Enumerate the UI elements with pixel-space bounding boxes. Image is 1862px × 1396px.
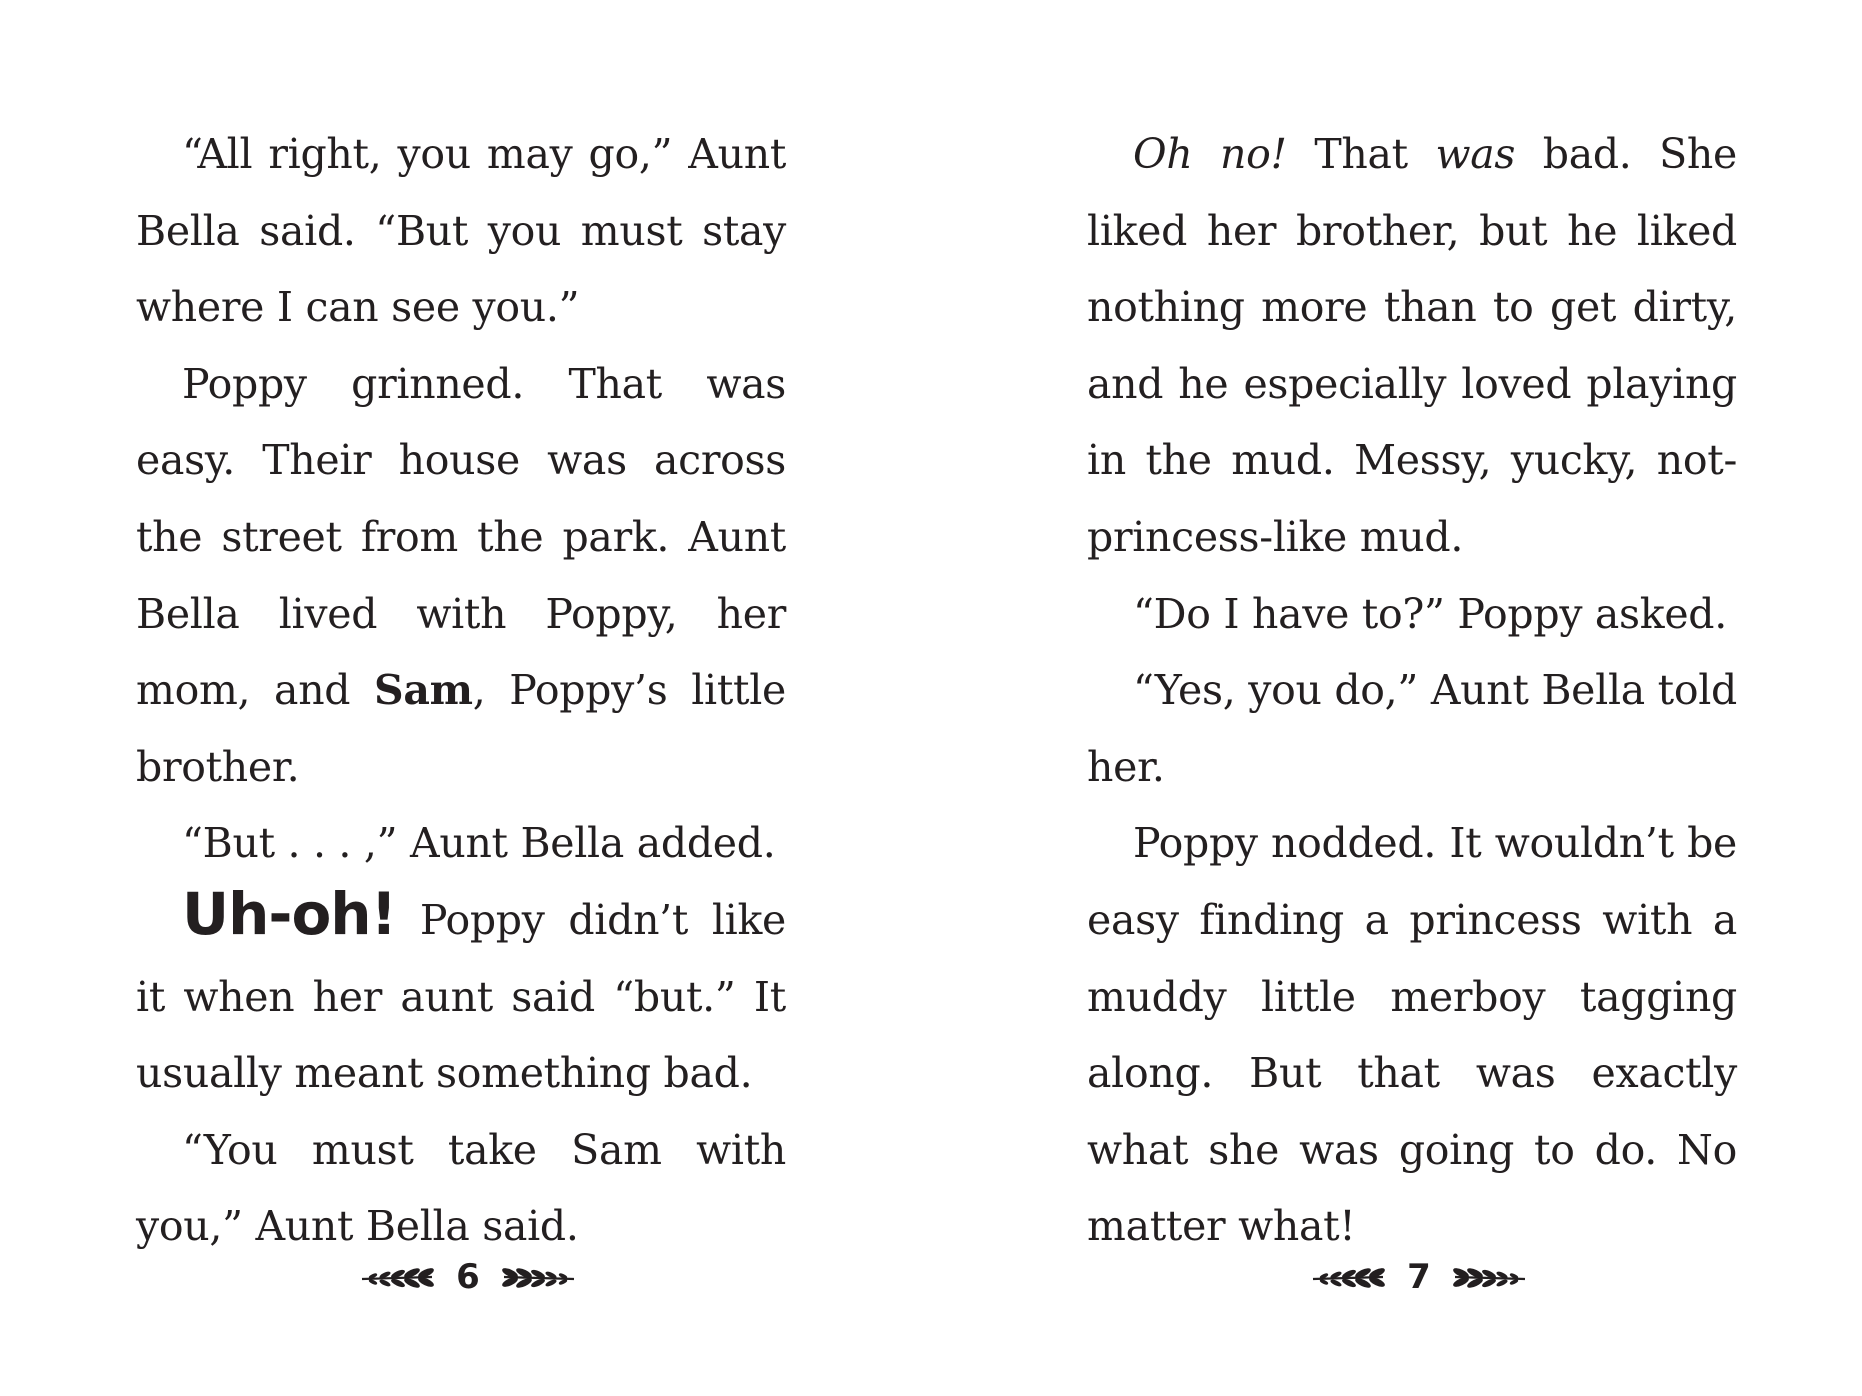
paragraph <box>1087 116 1737 576</box>
paragraph <box>1087 576 1737 653</box>
text-run: “All right, you may go,” Aunt Bella said. “But you must stay where I can see you.” <box>136 130 786 332</box>
paragraph <box>136 879 786 1112</box>
text-run: Poppy didn’t like it when her aunt said “but.” It usually meant something bad. <box>136 895 786 1098</box>
paragraph <box>1087 652 1737 805</box>
display-exclamation: Uh-oh! <box>182 879 397 948</box>
text-run: “But . . . ,” Aunt Bella added. <box>182 819 776 868</box>
laurel-sprig-icon <box>1451 1264 1527 1290</box>
page-number: 6 <box>456 1257 480 1297</box>
paragraph <box>1087 805 1737 1265</box>
text-run: “You must take Sam with you,” Aunt Bella said. <box>136 1125 786 1251</box>
text-run: Poppy nodded. It wouldn’t be easy finding a princess with a muddy little merboy tagging along. But that was exactly what she was going to do. No matter what! <box>1087 819 1737 1251</box>
page-number-footer <box>1289 1252 1549 1302</box>
text-run: “Do I have to?” Poppy asked. <box>1133 589 1727 638</box>
right-page-text <box>1087 116 1737 1265</box>
paragraph <box>136 116 786 346</box>
text-run: , Poppy’s little brother. <box>136 666 786 791</box>
page-number-footer <box>338 1252 598 1302</box>
page-number: 7 <box>1407 1257 1431 1297</box>
left-page-text <box>136 116 786 1265</box>
paragraph <box>136 805 786 882</box>
paragraph <box>136 1112 786 1265</box>
bold-name: Sam <box>374 666 473 715</box>
laurel-sprig-icon <box>500 1264 576 1290</box>
text-run: That <box>1286 130 1436 178</box>
italic-text: was <box>1435 130 1516 178</box>
laurel-sprig-icon <box>1311 1264 1387 1290</box>
paragraph <box>136 346 786 806</box>
laurel-sprig-icon <box>360 1264 436 1290</box>
text-run: “Yes, you do,” Aunt Bella told her. <box>1087 666 1737 791</box>
text-run: bad. She liked her brother, but he liked nothing more than to get dirty, and he especially loved playing in the mud. Messy, yucky, not-princess-like mud. <box>1087 130 1737 561</box>
text-run: Poppy grinned. That was easy. Their house was across the street from the park. Aunt Bella lived with Poppy, her mom, and <box>136 359 786 715</box>
italic-text: Oh no! <box>1133 130 1287 178</box>
